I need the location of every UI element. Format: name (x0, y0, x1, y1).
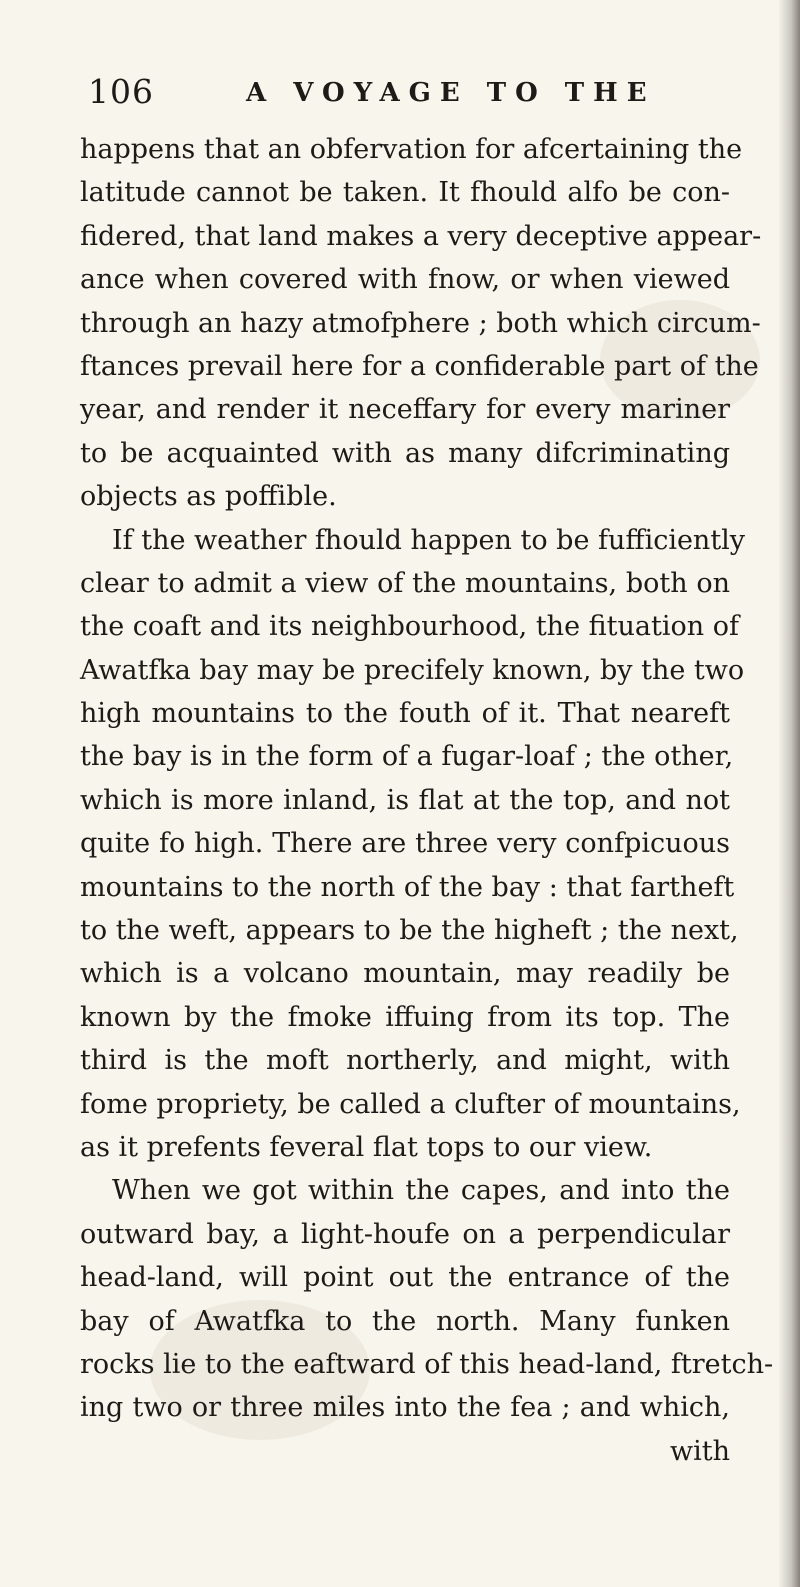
text-line: outward bay, a light-houfe on a perpendicular (80, 1218, 730, 1250)
text-line: third is the moft northerly, and might, with (80, 1045, 730, 1077)
text-line: rocks lie to the eaftward of this head-land, ftretch- (80, 1348, 774, 1380)
text-line: quite fo high. There are three very confpicuous (80, 828, 730, 860)
text-line: latitude cannot be taken. It fhould alfo be con- (80, 177, 730, 209)
text-line: bay of Awatfka to the north. Many funken (80, 1305, 730, 1337)
text-line: happens that an obfervation for afcertaining the (80, 134, 743, 165)
running-head (88, 72, 718, 112)
body-text (60, 128, 774, 1473)
text-line: Awatfka bay may be precifely known, by the two (80, 654, 745, 686)
text-line: as it prefents feveral flat tops to our view. (80, 1131, 653, 1163)
text-line: objects as poffible. (80, 481, 337, 513)
text-line: ance when covered with fnow, or when viewed (80, 264, 730, 296)
text-line: high mountains to the fouth of it. That neareft (80, 698, 730, 730)
text-line: head-land, will point out the entrance of the (80, 1262, 730, 1294)
text-line: known by the fmoke iffuing from its top. The (80, 1001, 730, 1033)
text-line: ing two or three miles into the fea ; and which, (80, 1392, 730, 1424)
text-line: to the weft, appears to be the higheft ; the next, (80, 915, 739, 947)
running-head-title: A VOYAGE TO THE (246, 78, 656, 108)
text-line: through an hazy atmofphere ; both which circum- (80, 307, 761, 339)
page-edge-shadow (778, 0, 800, 1587)
text-line: year, and render it neceffary for every mariner (80, 394, 730, 426)
text-line: mountains to the north of the bay : that fartheft (80, 871, 735, 903)
text-line-paragraph-start: If the weather fhould happen to be fufficiently (112, 524, 746, 556)
text-line: to be acquainted with as many difcriminating (80, 437, 730, 469)
text-line: which is a volcano mountain, may readily be (80, 958, 730, 990)
text-line: fome propriety, be called a clufter of mountains, (80, 1088, 741, 1120)
text-line: the coaft and its neighbourhood, the fituation of (80, 611, 739, 643)
text-line: fidered, that land makes a very deceptive appear- (80, 220, 762, 252)
text-line-paragraph-start: When we got within the capes, and into the (112, 1175, 730, 1207)
text-line: ftances prevail here for a confiderable part of the (80, 350, 759, 382)
catchword: with (670, 1435, 730, 1467)
page-number: 106 (88, 72, 154, 111)
text-line: which is more inland, is flat at the top, and not (80, 784, 730, 816)
text-line: the bay is in the form of a fugar-loaf ; the other, (80, 741, 734, 773)
text-line: clear to admit a view of the mountains, both on (80, 567, 730, 599)
